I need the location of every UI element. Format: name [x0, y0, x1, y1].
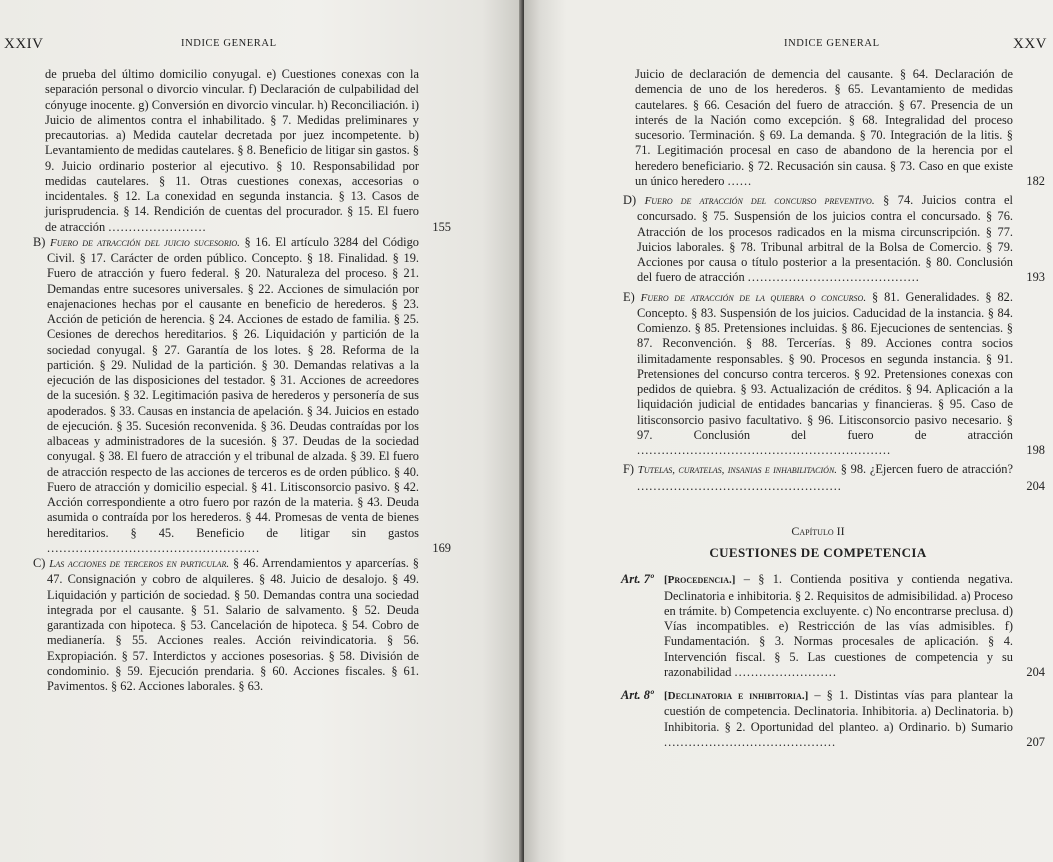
index-page-number: 169 — [432, 540, 451, 555]
entry-title: Fuero de atracción de la quiebra o concurso. — [640, 291, 867, 304]
index-entry: Juicio de declaración de demencia del causante. § 64. Declaración de demencia de uno de los herederos. § 65. Levantamiento de medidas cautelares. § 66. Cesación del fuero de atracción. § 67. Presencia de un interés de la Nación como excepción. § 68. Integralidad del proceso sucesorio. Terminación. § 69. La demanda. § 70. Integración de la litis. § 71. Legitimación procesal en caso de abandono de la herencia por el heredero beneficiario. § 72. Recusación sin causa. § 73. Caso en que existe un único heredero ...... 182 — [635, 67, 1045, 188]
article-number: Art. 7º — [621, 572, 654, 587]
entry-title: Tutelas, curatelas, insanias e inhabilitación. — [637, 464, 838, 477]
entry-label: C) — [33, 556, 46, 570]
index-page-number: 204 — [1026, 664, 1045, 679]
index-entry: de prueba del último domicilio conyugal. e) Cuestiones conexas con la separación personal o divorcio vincular. f) Declaración de culpabilidad del cónyuge inocente. g) Conversión en divorcio vincular. h) Reconciliación. i) Juicio de alimentos contra el inhabilitado. § 7. Medidas preliminares y precautorias. a) Medida cautelar decretada por juez incompetente. b) Levantamiento de medidas cautelares. § 8. Beneficio de litigar sin gastos. § 9. Juicio ordinario posterior al ejecutivo. § 10. Responsabilidad por medidas cautelares. § 11. Otras cuestiones conexas, accesorias o incidentales. § 12. La conexidad en segunda instancia. § 13. Casos de jurisprudencia. § 14. Rendición de cuentas del procurador. § 15. El fuero de atracción ........................ 155 — [45, 67, 451, 234]
entry-title: Las acciones de terceros en particular. — [49, 558, 230, 570]
article-heading: [Procedencia.] — [664, 574, 736, 587]
entry-title: Fuero de atracción del juicio sucesorio. — [49, 236, 240, 249]
index-entry: C) Las acciones de terceros en particular. § 46. Arrendamientos y aparcerías. § 47. Consignación y cobro de alquileres. § 48. Juicio de desalojo. § 49. Liquidación y partición de sociedad. § 50. Demandas contra una sociedad integrada por el causante. § 51. Salario de salvamento. § 52. Deuda garantizada con hipoteca. § 53. Cancelación de hipoteca. § 54. Cobro de medianería. § 55. Acciones reales. Acción reivindicatoria. § 56. Expropiación. § 57. Interdictos y acciones posesorias. § 58. División de condominio. § 59. Ejecución prendaria. § 60. Acciones fiscales. § 61. Pavimentos. § 62. Acciones laborales. § 63. — [33, 556, 419, 693]
entry-label: B) — [33, 234, 46, 249]
article-heading: [Declinatoria e inhibitoria.] — [664, 690, 809, 702]
index-page-number: 193 — [1026, 270, 1045, 285]
entry-label: E) — [623, 289, 635, 304]
chapter-label: Capítulo II — [791, 523, 845, 538]
running-head-left: INDICE GENERAL — [181, 38, 277, 49]
page-number-right: XXV — [1013, 36, 1047, 52]
article-number: Art. 8º — [621, 688, 654, 702]
index-entry: E) Fuero de atracción de la quiebra o concurso. § 81. Generalidades. § 82. Concepto. § 83. Suspensión de los juicios. Caducidad de la instancia. § 84. Comienzo. § 85. Pretensiones incluidas. § 86. Ejecuciones de sentencias. § 87. Reconvención. § 88. Tercerías. § 89. Acciones contra socios ilimitadamente responsables. § 90. Procesos en segunda instancia. § 91. Pretensiones del concurso contra terceros. § 92. Pretensiones conexas con pedidos de quiebra. § 93. Actualización de créditos. § 94. Aplicación a la liquidación judicial de entidades bancarias y financieras. § 95. Caso de litisconsorcio pasivo facultativo. § 96. Litisconsorcio pasivo necesario. § 97. Conclusión del fuero de atracción .............................................................. 198 — [623, 289, 1045, 457]
index-page-number: 182 — [1026, 173, 1045, 188]
article-entry: Art. 8º [Declinatoria e inhibitoria.] – § 1. Distintas vías para plantear la cuestión de competencia. Declinatoria. Inhibitoria. a) Declinatoria. b) Inhibitoria. § 2. Oportunidad del planteo. a) Ordinario. b) Sumario .......................................... 207 — [621, 688, 1045, 749]
entry-title: Fuero de atracción del concurso preventivo. — [644, 195, 875, 207]
left-page — [0, 0, 524, 862]
index-page-number: 204 — [1026, 478, 1045, 493]
entry-label: D) — [623, 193, 637, 207]
index-entry: D) Fuero de atracción del concurso preventivo. § 74. Juicios contra el concursado. § 75. Suspensión de los juicios contra el concursado. § 76. Atracción de los procesos radicados en la misma circunscripción. § 77. Juicios laborales. § 78. Tribunal arbitral de la Bolsa de Comercio. § 79. Acciones por causa o título posterior a la presentación. § 80. Conclusión del fuero de atracción .......................................... 193 — [623, 193, 1045, 285]
left-index-text — [33, 67, 451, 694]
article-entry: Art. 7º [Procedencia.] – § 1. Contienda positiva y contienda negativa. Declinatoria e inhibitoria. § 2. Requisitos de admisibilidad. a) Proceso en trámite. b) Competencia excluyente. c) No encontrarse preclusa. d) Vías incompatibles. e) Restricción de las vías admisibles. f) Fundamentación. § 3. Normas procesales de aplicación. § 4. Intervención fiscal. § 5. Las cuestiones de competencia y su razonabilidad ......................... 204 — [621, 572, 1045, 679]
page-number-left: XXIV — [4, 36, 44, 52]
index-entry: B) Fuero de atracción del juicio sucesorio. § 16. El artículo 3284 del Código Civil. § 17. Carácter de orden público. Concepto. § 18. Finalidad. § 19. Fuero de atracción y fuero federal. § 20. Naturaleza del proceso. § 21. Demandas entre sucesores universales. § 22. Acciones de simulación por enajenaciones hechas por el causante en beneficio de herederos. § 23. Acción de petición de herencia. § 24. Acciones de estado de familia. § 25. Cesiones de derechos hereditarios. § 26. Liquidación y partición de la sociedad conyugal. § 27. Garantía de los lotes. § 28. Reforma de la partición. § 29. Nulidad de la partición. § 30. Demandas relativas a la ejecución de las disposiciones del testador. § 31. Acciones de acreedores de la sucesión. § 32. Legitimación pasiva de herederos y personería de sus apoderados. § 33. Causas en instancia de apelación. § 34. Juicios en estado de ejecución. § 35. Sucesión reconvenida. § 36. Deudas contraídas por los albaceas y administradores de la sucesión. § 37. Deudas de la sociedad conyugal. § 38. El fuero de atracción y el tribunal de alzada. § 39. El fuero de atracción respecto de las acciones de terceros es de orden público. § 40. Fuero de atracción y domicilio especial. § 41. Litisconsorcio pasivo. § 42. Acción correspondiente a otro fuero por razón de la materia. § 43. Deuda asumida o contraída por los herederos. § 44. Promesas de venta de bienes hereditarios. § 45. Beneficio de litigar sin gastos .................................................... 169 — [33, 234, 451, 555]
running-head-right: INDICE GENERAL — [784, 38, 880, 49]
index-page-number: 198 — [1026, 443, 1045, 457]
index-page-number: 155 — [432, 219, 451, 234]
index-entry: F) Tutelas, curatelas, insanias e inhabilitación. § 98. ¿Ejercen fuero de atracción? .................................................. 204 — [623, 462, 1045, 493]
index-page-number: 207 — [1026, 734, 1045, 749]
entry-label: F) — [623, 462, 635, 477]
right-index-text — [621, 67, 1045, 750]
chapter-title: CUESTIONES DE COMPETENCIA — [709, 545, 927, 560]
right-page — [524, 0, 1053, 862]
